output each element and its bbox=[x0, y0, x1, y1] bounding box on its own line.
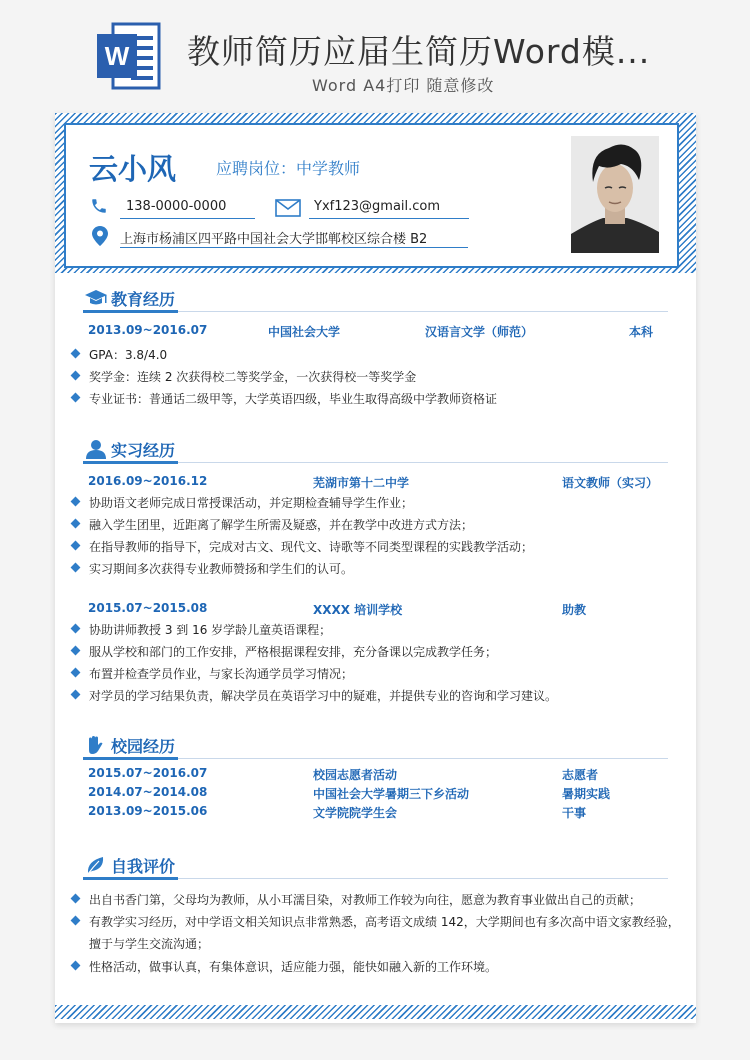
phone-number: 138-0000-0000 bbox=[126, 199, 227, 214]
section-underline bbox=[83, 877, 178, 880]
graduation-cap-icon bbox=[85, 288, 107, 308]
education-title: 教育经历 bbox=[111, 290, 176, 309]
internship-title: 实习经历 bbox=[111, 441, 176, 460]
location-pin-icon bbox=[92, 226, 108, 250]
internship-role: 语文教师（实习） bbox=[562, 476, 659, 490]
campus-section-header bbox=[83, 732, 668, 760]
internship-item: 对学员的学习结果负责，解决学员在英语学习中的疑难，并提供专业的咨询和学习建议。 bbox=[89, 689, 558, 703]
email-underline bbox=[309, 218, 469, 219]
document-subtitle: Word A4打印 随意修改 bbox=[312, 76, 495, 95]
self-evaluation-continuation: 擅于与学生交流沟通； bbox=[89, 937, 210, 951]
word-document-icon bbox=[95, 20, 163, 92]
email-icon bbox=[275, 199, 301, 221]
internship-item: 协助讲师教授 3 到 16 岁学龄儿童英语课程； bbox=[89, 623, 332, 637]
internship-section-header bbox=[83, 436, 668, 464]
email-address: Yxf123@gmail.com bbox=[314, 199, 441, 214]
internship-role: 助教 bbox=[562, 603, 587, 617]
campus-period: 2015.07~2016.07 bbox=[88, 766, 208, 780]
campus-org: 文学院院学生会 bbox=[313, 806, 398, 820]
document-title: 教师简历应届生简历Word模... bbox=[187, 32, 651, 71]
campus-role: 暑期实践 bbox=[562, 787, 611, 801]
internship-item: 在指导教师的指导下，完成对古文、现代文、诗歌等不同类型课程的实践教学活动； bbox=[89, 540, 534, 554]
education-major: 汉语言文学（师范） bbox=[425, 325, 534, 339]
campus-org: 校园志愿者活动 bbox=[313, 768, 398, 782]
self-evaluation-title: 自我评价 bbox=[111, 857, 176, 876]
profile-photo bbox=[571, 136, 659, 253]
section-underline bbox=[83, 757, 178, 760]
self-evaluation-item: 性格活动，做事认真，有集体意识，适应能力强，能快如融入新的工作环境。 bbox=[89, 960, 498, 974]
person-icon bbox=[85, 439, 107, 459]
internship-item: 融入学生团里，近距离了解学生所需及疑惑，并在教学中改进方式方法； bbox=[89, 518, 474, 532]
education-school: 中国社会大学 bbox=[268, 325, 341, 339]
self-evaluation-item: 出自书香门第，父母均为教师，从小耳濡目染，对教师工作较为向往，愿意为教育事业做出自己的贡献； bbox=[89, 893, 642, 907]
campus-org: 中国社会大学暑期三下乡活动 bbox=[313, 787, 470, 801]
campus-title: 校园经历 bbox=[111, 737, 176, 756]
internship-item: 协助语文老师完成日常授课活动，并定期检查辅导学生作业； bbox=[89, 496, 414, 510]
campus-period: 2013.09~2015.06 bbox=[88, 804, 208, 818]
internship-period: 2016.09~2016.12 bbox=[88, 474, 208, 488]
address-underline bbox=[120, 247, 468, 248]
footer-stripe bbox=[55, 1005, 696, 1019]
campus-role: 干事 bbox=[562, 806, 587, 820]
campus-period: 2014.07~2014.08 bbox=[88, 785, 208, 799]
self-evaluation-item: 有教学实习经历，对中学语文相关知识点非常熟悉，高考语文成绩 142，大学期间也有多次高中语文家教经验， bbox=[89, 915, 680, 929]
education-item: 奖学金：连续 2 次获得校二等奖学金，一次获得校一等奖学金 bbox=[89, 370, 417, 384]
internship-item: 布置并检查学员作业，与家长沟通学员学习情况； bbox=[89, 667, 354, 681]
svg-text:W: W bbox=[104, 41, 130, 71]
hand-icon bbox=[85, 735, 107, 755]
internship-period: 2015.07~2015.08 bbox=[88, 601, 208, 615]
job-target: 应聘岗位：中学教师 bbox=[216, 159, 361, 178]
resume-header-box bbox=[64, 123, 679, 268]
phone-underline bbox=[120, 218, 255, 219]
phone-icon bbox=[90, 197, 108, 219]
section-underline bbox=[83, 461, 178, 464]
internship-item: 实习期间多次获得专业教师赞扬和学生们的认可。 bbox=[89, 562, 354, 576]
section-underline bbox=[83, 310, 178, 313]
resume-page bbox=[55, 113, 696, 1023]
education-degree: 本科 bbox=[629, 325, 654, 339]
education-item: 专业证书：普通话二级甲等，大学英语四级，毕业生取得高级中学教师资格证 bbox=[89, 392, 498, 406]
campus-role: 志愿者 bbox=[562, 768, 599, 782]
leaf-icon bbox=[85, 855, 107, 875]
education-section-header bbox=[83, 285, 668, 313]
self-evaluation-section-header bbox=[83, 852, 668, 880]
education-period: 2013.09~2016.07 bbox=[88, 323, 208, 337]
internship-item: 服从学校和部门的工作安排，严格根据课程安排，充分备课以完成教学任务； bbox=[89, 645, 498, 659]
internship-org: 芜湖市第十二中学 bbox=[313, 476, 410, 490]
candidate-name: 云小风 bbox=[89, 152, 177, 186]
internship-org: XXXX 培训学校 bbox=[313, 603, 403, 617]
education-item: GPA：3.8/4.0 bbox=[89, 348, 168, 362]
home-address: 上海市杨浦区四平路中国社会大学邯郸校区综合楼 B2 bbox=[120, 232, 428, 247]
